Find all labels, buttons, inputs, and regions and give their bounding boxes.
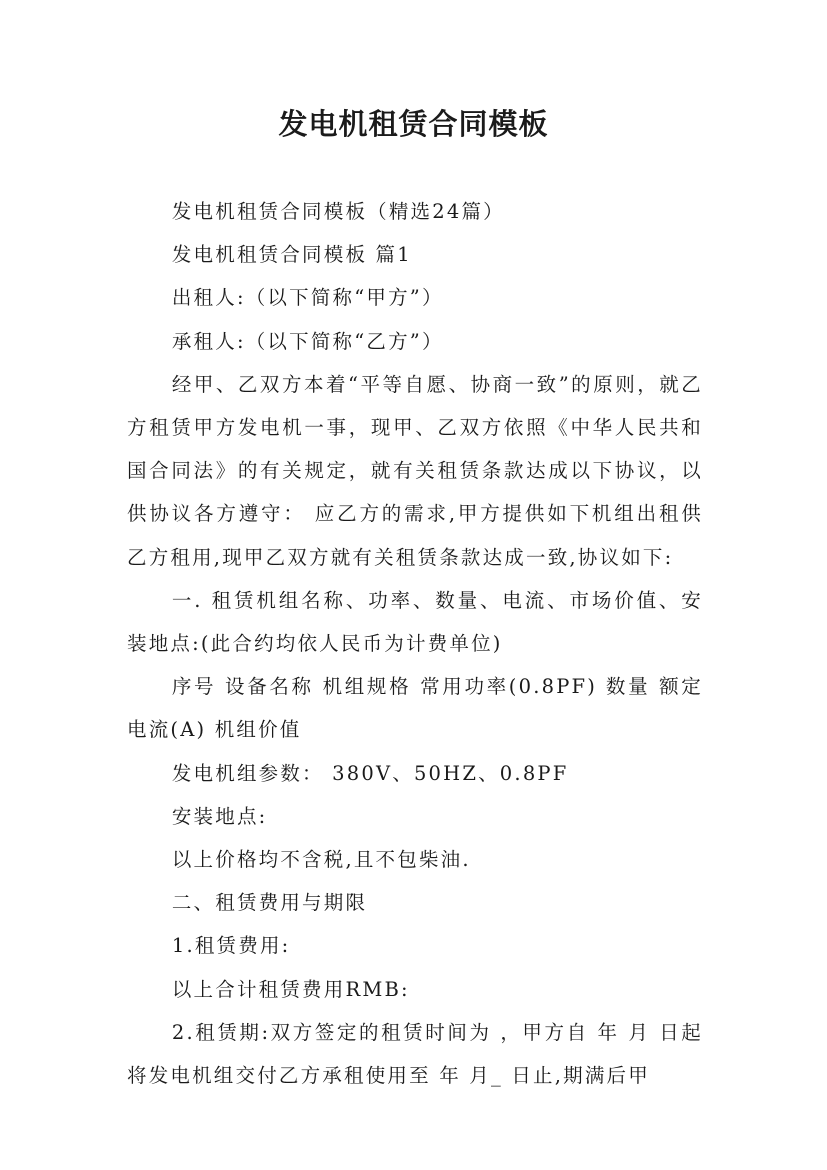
paragraph-clause-2: 二、租赁费用与期限 xyxy=(171,891,368,915)
paragraph-preamble: 经甲、乙双方本着“平等自愿、协商一致”的原则，就乙方租赁甲方发电机一事，现甲、乙双方依照《中华人民共和国合同法》的有关规定，就有关租赁条款达成以下协议，以供协议各方遵守： 应乙方的需求,甲方提供如下机组出租供乙方租用,现甲乙双方就有关租赁条款达成一致,协议如下: xyxy=(127,372,703,569)
paragraph-price-note: 以上价格均不含税,且不包柴油. xyxy=(171,848,471,872)
paragraph-lessee: 承租人:（以下简称“乙方”） xyxy=(171,329,444,353)
paragraph-subtitle: 发电机租赁合同模板（精选24篇） xyxy=(171,200,505,223)
paragraph-total-fee: 以上合计租赁费用RMB: xyxy=(171,977,410,1001)
paragraph-clause-1: 一. 租赁机组名称、功率、数量、电流、市场价值、安装地点:(此合约均依人民币为计费单位) xyxy=(127,588,703,656)
paragraph-section-heading: 发电机租赁合同模板 篇1 xyxy=(171,243,412,267)
paragraph-install-location: 安装地点: xyxy=(171,804,268,828)
paragraph-lessor: 出租人:（以下简称“甲方”） xyxy=(171,286,444,310)
paragraph-table-header: 序号 设备名称 机组规格 常用功率(0.8PF) 数量 额定电流(A) 机组价值 xyxy=(127,675,703,742)
document-title: 发电机租赁合同模板 xyxy=(278,107,549,141)
paragraph-generator-params: 发电机组参数： 380V、50HZ、0.8PF xyxy=(171,761,569,785)
paragraph-rental-fee: 1.租赁费用: xyxy=(171,934,291,958)
document-body xyxy=(127,190,703,1097)
paragraph-rental-period: 2.租赁期:双方签定的租赁时间为 ，甲方自 年 月 日起将发电机组交付乙方承租使用至 年 月_ 日止,期满后甲 xyxy=(127,1020,703,1088)
